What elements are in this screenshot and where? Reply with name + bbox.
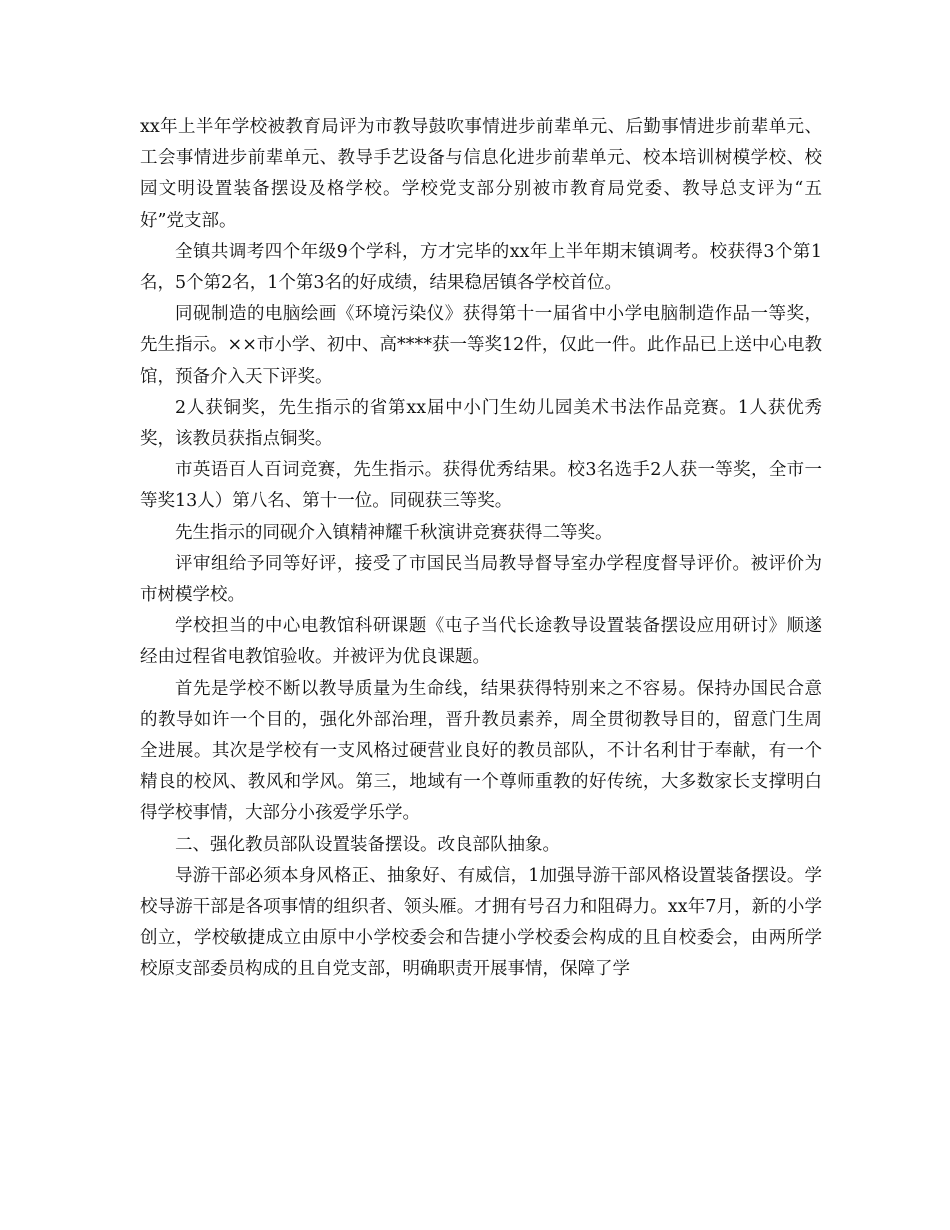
paragraph-art-calligraphy-award: 2人获铜奖，先生指示的省第xx届中小门生幼儿园美术书法作品竞赛。1人获优秀奖，该教员获指点铜奖。 [140,397,822,450]
paragraph-reasons: 首先是学校不断以教导质量为生命线，结果获得特别来之不容易。保持办国民合意的教导如许一个目的，强化外部治理，晋升教员素养，周全贯彻教导目的，留意门生周全进展。其次是学校有一支风格过硬营业良好的教员部队，不计名利甘于奉献，有一个精良的校风、教风和学风。第三，地域有一个尊师重教的好传统，大多数家长支撑明白得学校事情，大部分小孩爱学乐学。 [140,678,822,824]
paragraph-speech-contest: 先生指示的同砚介入镇精神耀千秋演讲竞赛获得二等奖。 [175,522,613,543]
paragraph-leadership: 导游干部必须本身风格正、抽象好、有威信，1加强导游干部风格设置装备摆设。学校导游干部是各项事情的组织者、领头雁。才拥有号召力和阻碍力。xx年7月，新的小学创立，学校敏捷成立由原中小学校委会和告捷小学校委会构成的且自校委会，由两所学校原支部委员构成的且自党支部，明确职责开展事情，保障了学 [140,865,822,980]
paragraph-inspection-evaluation: 评审组给予同等好评，接受了市国民当局教导督导室办学程度督导评价。被评价为市树模学校。 [140,553,822,606]
section-heading-teacher-team: 二、强化教员部队设置装备摆设。改良部队抽象。 [175,834,560,855]
paragraph-honors: xx年上半年学校被教育局评为市教导鼓吹事情进步前辈单元、后勤事情进步前辈单元、工会事情进步前辈单元、教导手艺设备与信息化进步前辈单元、校本培训树模学校、校园文明设置装备摆设及格学校。学校党支部分别被市教育局党委、教导总支评为“五好”党支部。 [140,117,822,231]
paragraph-exam-results: 全镇共调考四个年级9个学科，方才完毕的xx年上半年期末镇调考。校获得3个第1名，5个第2名，1个第3名的好成绩，结果稳居镇各学校首位。 [140,241,822,294]
paragraph-computer-painting-award: 同砚制造的电脑绘画《环境污染仪》获得第十一届省中小学电脑制造作品一等奖，先生指示。××市小学、初中、高****获一等奖12件，仅此一件。此作品已上送中心电教馆，预备介入天下评奖。 [140,304,822,387]
paragraph-research-project: 学校担当的中心电教馆科研课题《屯子当代长途教导设置装备摆设应用研讨》顺遂经由过程省电教馆验收。并被评为优良课题。 [140,616,822,668]
document-body [140,112,822,986]
paragraph-english-contest: 市英语百人百词竞赛，先生指示。获得优秀结果。校3名选手2人获一等奖，全市一等奖13人）第八名、第十一位。同砚获三等奖。 [140,460,822,512]
